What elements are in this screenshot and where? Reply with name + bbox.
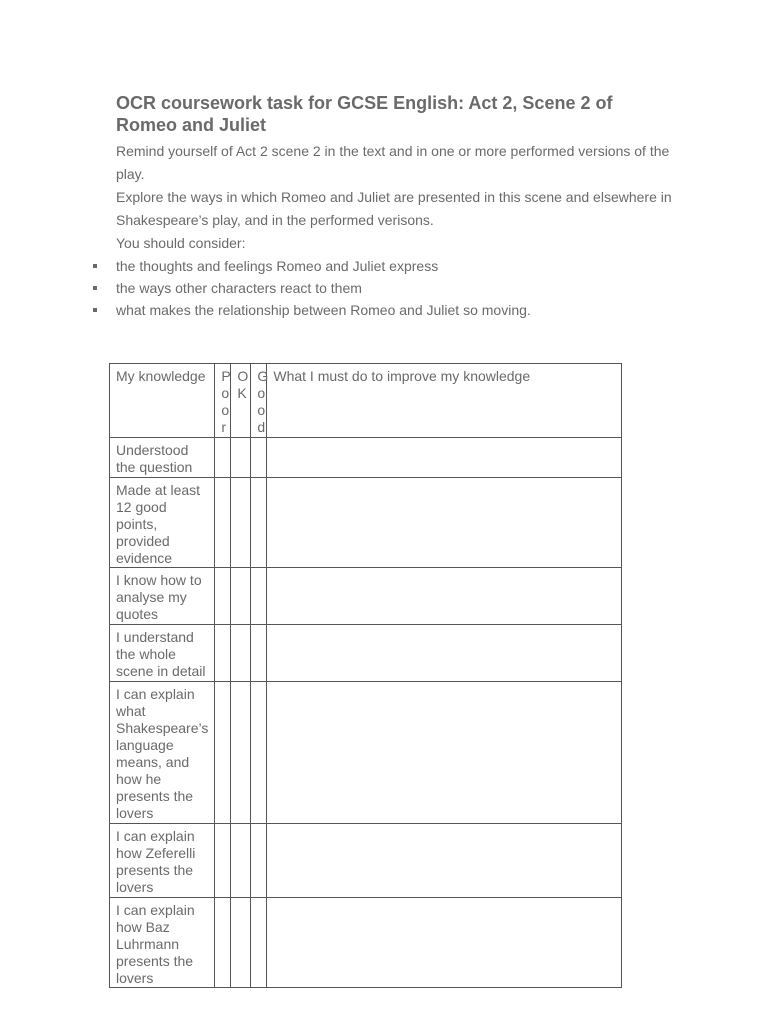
ok-cell[interactable] [231,898,251,988]
list-item-text: the thoughts and feelings Romeo and Juliet express [116,258,439,274]
document-title: OCR coursework task for GCSE English: Act 2, Scene 2 of Romeo and Juliet [116,93,613,135]
row-label: I understand the whole scene in detail [110,625,215,682]
list-item [0,299,531,321]
ok-cell[interactable] [231,568,251,625]
consider-list [0,255,531,321]
header-my-knowledge: My knowledge [110,364,215,438]
improve-cell[interactable] [267,568,622,625]
poor-cell[interactable] [215,625,231,682]
row-label: I can explain how Baz Luhrmann presents the lovers [110,898,215,988]
poor-cell[interactable] [215,568,231,625]
good-cell[interactable] [251,568,267,625]
table-row [110,898,622,988]
improve-cell[interactable] [267,438,622,478]
header-ok: OK [231,364,251,438]
table-row [110,682,622,824]
improve-cell[interactable] [267,824,622,898]
row-label: Understood the question [110,438,215,478]
table-row [110,478,622,568]
table-row [110,438,622,478]
good-cell[interactable] [251,625,267,682]
list-item [0,255,531,277]
list-item-text: the ways other characters react to them [116,280,362,296]
improve-cell[interactable] [267,478,622,568]
square-bullet-icon [93,308,97,312]
poor-cell[interactable] [215,478,231,568]
table-header-row [110,364,622,438]
poor-cell[interactable] [215,824,231,898]
knowledge-table [109,363,622,988]
good-cell[interactable] [251,824,267,898]
header-improve: What I must do to improve my knowledge [267,364,622,438]
instruction-paragraph-1: Remind yourself of Act 2 scene 2 in the text and in one or more performed versions of the play. [116,143,670,182]
good-cell[interactable] [251,682,267,824]
improve-cell[interactable] [267,625,622,682]
poor-cell[interactable] [215,898,231,988]
header-good: Good [251,364,267,438]
poor-cell[interactable] [215,682,231,824]
improve-cell[interactable] [267,682,622,824]
ok-cell[interactable] [231,682,251,824]
table-row [110,568,622,625]
row-label: I can explain how Zeferelli presents the lovers [110,824,215,898]
row-label: I can explain what Shakespeare’s language means, and how he presents the lovers [110,682,215,824]
poor-cell[interactable] [215,438,231,478]
list-item-text: what makes the relationship between Romeo and Juliet so moving. [116,302,531,318]
table-row [110,824,622,898]
good-cell[interactable] [251,898,267,988]
ok-cell[interactable] [231,438,251,478]
list-item [0,277,531,299]
square-bullet-icon [93,264,97,268]
header-poor: Poor [215,364,231,438]
improve-cell[interactable] [267,898,622,988]
square-bullet-icon [93,286,97,290]
good-cell[interactable] [251,438,267,478]
ok-cell[interactable] [231,625,251,682]
instruction-paragraph-3: You should consider: [116,235,246,251]
row-label: I know how to analyse my quotes [110,568,215,625]
ok-cell[interactable] [231,478,251,568]
row-label: Made at least 12 good points, provided evidence [110,478,215,568]
good-cell[interactable] [251,478,267,568]
table-row [110,625,622,682]
instruction-paragraph-2: Explore the ways in which Romeo and Juliet are presented in this scene and elsewhere in Shakespeare’s play, and in the performed verisons. [116,189,672,228]
ok-cell[interactable] [231,824,251,898]
